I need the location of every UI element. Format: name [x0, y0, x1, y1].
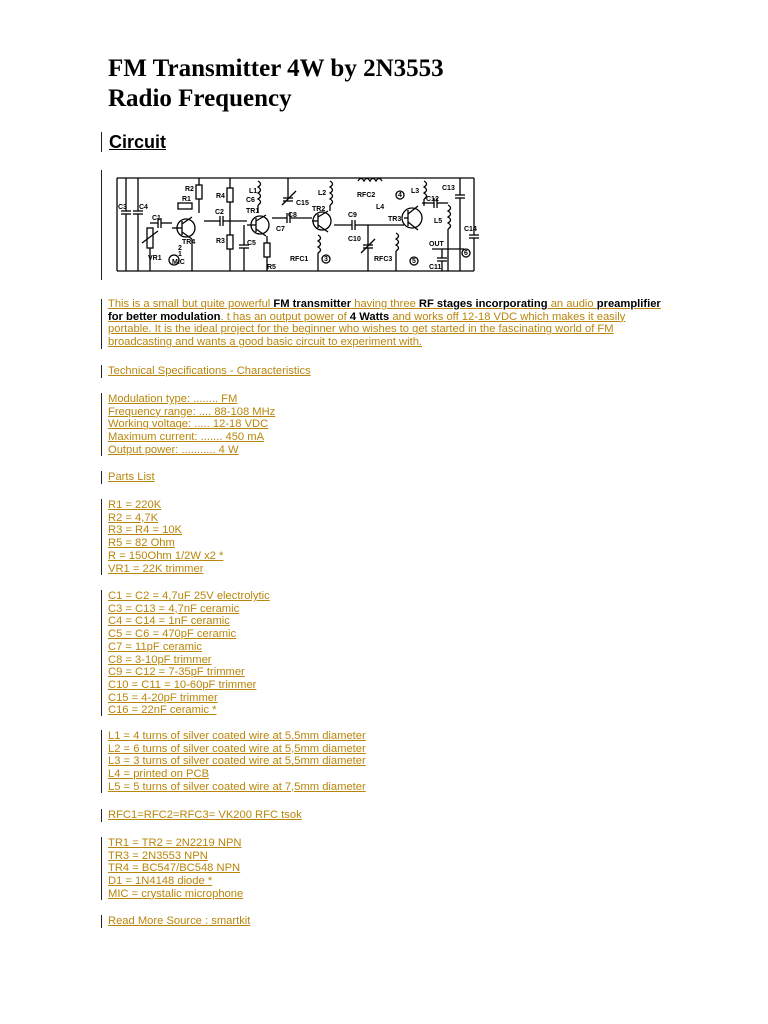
schematic-label: 1 — [178, 251, 182, 258]
part-item: D1 = 1N4148 diode * — [108, 875, 213, 888]
schematic-label: C6 — [246, 197, 255, 204]
section-bar — [101, 132, 102, 152]
schematic-label: C15 — [296, 200, 309, 207]
spec-item: Output power: ........... 4 W — [108, 443, 239, 456]
spec-item: Modulation type: ........ FM — [108, 393, 238, 405]
part-item: R5 = 82 Ohm — [108, 537, 175, 550]
schematic-label: C12 — [426, 196, 439, 203]
schematic-label: 5 — [412, 258, 416, 265]
section-bar — [101, 365, 102, 378]
part-item: C15 = 4-20pF trimmer — [108, 691, 218, 704]
rfc-item: RFC1=RFC2=RFC3= VK200 RFC tsok — [108, 809, 302, 821]
part-item: L2 = 6 turns of silver coated wire at 5,5mm diameter — [108, 742, 366, 755]
schematic-label: 3 — [324, 256, 328, 263]
schematic-label: R3 — [216, 238, 225, 245]
schematic-label: L1 — [249, 188, 258, 195]
part-item: C4 = C14 = 1nF ceramic — [108, 615, 230, 628]
part-item: L1 = 4 turns of silver coated wire at 5,5mm diameter — [108, 730, 366, 742]
part-item: R2 = 4,7K — [108, 511, 159, 524]
schematic-label: L3 — [411, 188, 420, 195]
resistor-list — [108, 499, 223, 575]
schematic-label: RFC3 — [374, 256, 393, 263]
section-bar — [101, 809, 102, 822]
schematic-label: C3 — [118, 204, 127, 211]
schematic-label: C4 — [139, 204, 148, 211]
schematic-label: C7 — [276, 226, 285, 233]
title-line-1: FM Transmitter 4W by 2N3553 — [108, 55, 444, 82]
section-bar — [101, 730, 102, 793]
spec-item: Frequency range: .... 88-108 MHz — [108, 405, 276, 418]
schematic-label: TR4 — [182, 239, 196, 246]
part-item: C10 = C11 = 10-60pF trimmer — [108, 678, 257, 691]
schematic-label: VR1 — [148, 255, 162, 262]
part-item: L5 = 5 turns of silver coated wire at 7,5mm diameter — [108, 780, 366, 793]
schematic-label: R2 — [185, 186, 194, 193]
section-bar — [101, 393, 102, 456]
schematic-label: C1 — [152, 215, 161, 222]
schematic-label: C2 — [215, 209, 224, 216]
circuit-schematic — [112, 173, 482, 278]
section-bar — [101, 299, 102, 349]
schematic-label: MIC — [172, 259, 185, 266]
part-item: C9 = C12 = 7-35pF trimmer — [108, 666, 245, 679]
schematic-label: C10 — [348, 236, 361, 243]
section-bar — [101, 837, 102, 900]
schematic-label: C11 — [429, 264, 442, 271]
title-line-2: Radio Frequency — [108, 85, 292, 112]
section-bar — [101, 590, 102, 716]
spec-item: Working voltage: ..... 12-18 VDC — [108, 418, 269, 431]
schematic-label: RFC1 — [290, 256, 309, 263]
semiconductor-list — [108, 837, 243, 901]
schematic-label: C9 — [348, 212, 357, 219]
schematic-label: R4 — [216, 193, 225, 200]
coil-list — [108, 730, 366, 794]
schematic-label: C13 — [442, 185, 455, 192]
section-bar — [101, 915, 102, 928]
part-item: L4 = printed on PCB — [108, 768, 210, 781]
part-item: TR1 = TR2 = 2N2219 NPN — [108, 837, 242, 849]
parts-heading: Parts List — [108, 471, 155, 483]
part-item: MIC = crystalic microphone — [108, 887, 244, 900]
part-item: R1 = 220K — [108, 499, 162, 511]
spec-item: Maximum current: ....... 450 mA — [108, 431, 265, 444]
part-item: C8 = 3-10pF trimmer — [108, 653, 212, 666]
schematic-label: TR2 — [312, 206, 326, 213]
capacitor-list — [108, 590, 270, 717]
schematic-label: L2 — [318, 190, 327, 197]
part-item: TR3 = 2N3553 NPN — [108, 849, 208, 862]
section-bar — [101, 170, 102, 280]
circuit-heading: Circuit — [109, 132, 167, 152]
schematic-label: TR3 — [388, 216, 402, 223]
schematic-label: 4 — [398, 192, 402, 199]
section-bar — [101, 471, 102, 484]
part-item: C3 = C13 = 4,7nF ceramic — [108, 602, 240, 615]
part-item: C5 = C6 = 470pF ceramic — [108, 628, 237, 641]
schematic-label: TR1 — [246, 208, 260, 215]
part-item: C7 = 11pF ceramic — [108, 640, 202, 653]
schematic-label: 6 — [464, 250, 468, 257]
spec-list — [108, 393, 275, 457]
part-item: L3 = 3 turns of silver coated wire at 5,5mm diameter — [108, 755, 366, 768]
schematic-label: L4 — [376, 204, 385, 211]
schematic-label: 2 — [178, 245, 182, 252]
schematic-label: OUT — [429, 241, 444, 248]
page-title — [108, 54, 444, 114]
part-item: C1 = C2 = 4,7uF 25V electrolytic — [108, 590, 270, 602]
schematic-label: R5 — [267, 264, 276, 271]
part-item: C16 = 22nF ceramic * — [108, 704, 217, 717]
intro-paragraph: This is a small but quite powerful FM transmitter having three RF stages incorporating an audio preamplifier for better modulation. t has an output power of 4 Watts and works off 12-18 VDC which makes it easily portable. It is the ideal project for the beginner who wishes to get started in the fascinating world of FM broadcasting and wants a good basic circuit to experiment with. — [108, 298, 661, 349]
read-more-link[interactable]: Read More Source : smartkit — [108, 915, 251, 927]
section-bar — [101, 499, 102, 575]
schematic-label: L5 — [434, 218, 443, 225]
part-item: R3 = R4 = 10K — [108, 524, 183, 537]
schematic-label: R1 — [182, 196, 191, 203]
schematic-label: C5 — [247, 240, 256, 247]
part-item: R = 150Ohm 1/2W x2 * — [108, 549, 224, 562]
part-item: VR1 = 22K trimmer — [108, 562, 204, 575]
schematic-label: C8 — [288, 212, 297, 219]
schematic-label: C14 — [464, 226, 477, 233]
schematic-label: RFC2 — [357, 192, 376, 199]
tech-spec-heading: Technical Specifications - Characteristics — [108, 365, 311, 377]
part-item: TR4 = BC547/BC548 NPN — [108, 862, 241, 875]
